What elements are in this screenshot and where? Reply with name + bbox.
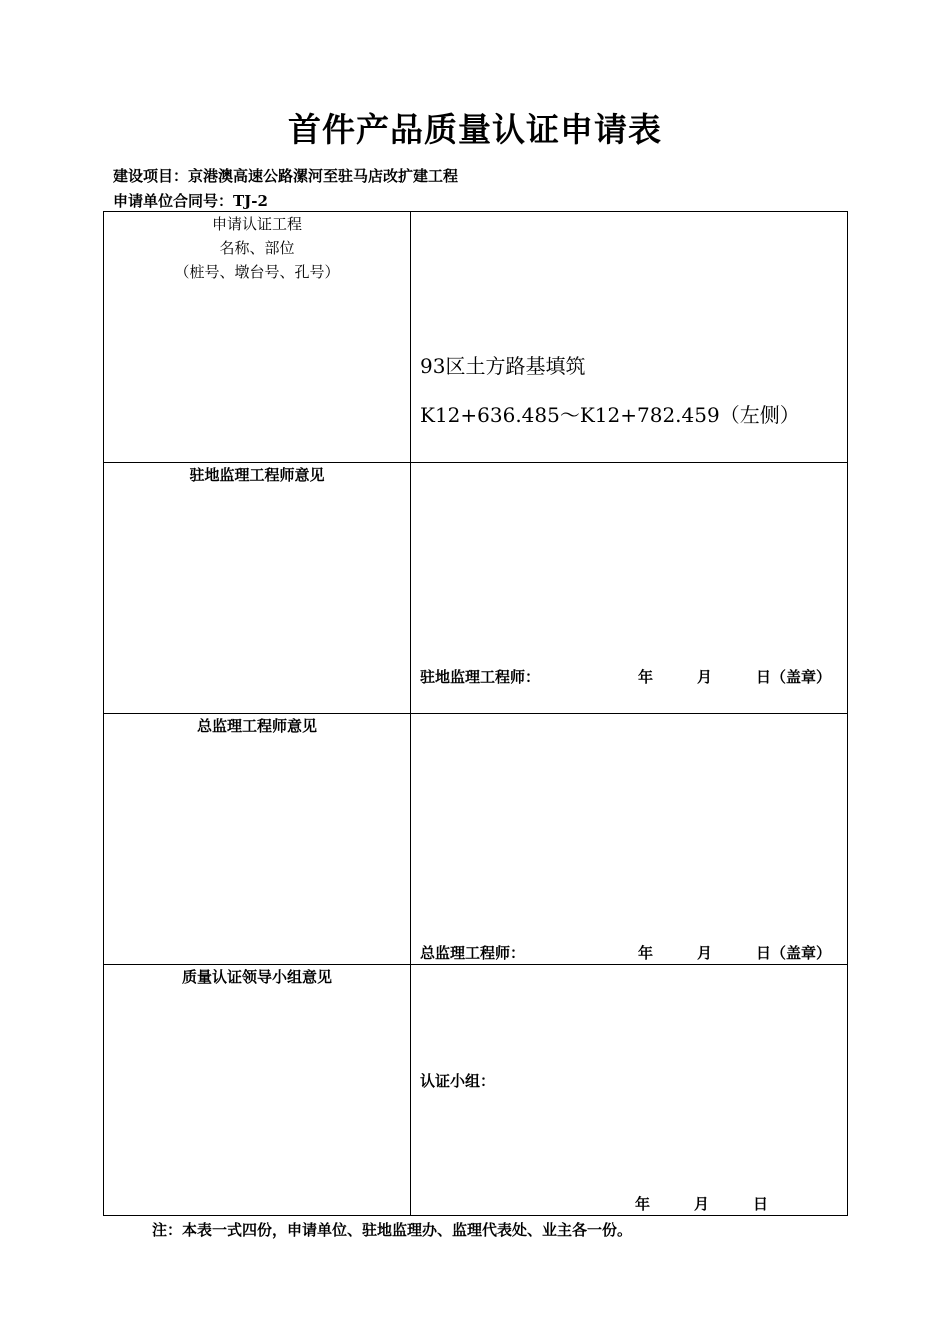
application-row: [104, 212, 848, 463]
resident-engineer-month: 月: [697, 668, 713, 686]
leadership-group-day: 日: [753, 1195, 769, 1213]
project-info: 建设项目：京港澳高速公路漯河至驻马店改扩建工程: [113, 167, 459, 185]
contract-number: 申请单位合同号：TJ-2: [113, 192, 268, 210]
application-content-cell[interactable]: [411, 212, 848, 463]
resident-engineer-label: 驻地监理工程师意见: [189, 466, 325, 484]
resident-engineer-opinion-cell[interactable]: [411, 463, 848, 714]
project-range: K12+636.485～K12+782.459（左侧）: [420, 403, 800, 427]
chief-engineer-year: 年: [638, 944, 654, 962]
chief-engineer-label-cell: [104, 714, 411, 965]
chief-engineer-opinion-cell[interactable]: [411, 714, 848, 965]
certification-group-label: 认证小组：: [420, 1072, 496, 1090]
resident-engineer-signer: 驻地监理工程师：: [420, 668, 541, 686]
resident-engineer-year: 年: [638, 668, 654, 686]
leadership-group-month: 月: [694, 1195, 710, 1213]
chief-engineer-signer: 总监理工程师：: [420, 944, 526, 962]
resident-engineer-label-cell: [104, 463, 411, 714]
resident-engineer-day-seal: 日（盖章）: [756, 668, 832, 686]
application-form-table: [103, 211, 848, 1216]
chief-engineer-month: 月: [697, 944, 713, 962]
chief-engineer-row: [104, 714, 848, 965]
chief-engineer-day-seal: 日（盖章）: [756, 944, 832, 962]
application-label: [104, 212, 410, 284]
chief-engineer-label: 总监理工程师意见: [196, 717, 317, 735]
application-label-cell: [104, 212, 411, 463]
leadership-group-label: 质量认证领导小组意见: [181, 968, 332, 986]
leadership-group-year: 年: [635, 1195, 651, 1213]
leadership-group-row: [104, 965, 848, 1216]
leadership-group-opinion-cell[interactable]: [411, 965, 848, 1216]
project-name: 93区土方路基填筑: [420, 354, 586, 378]
footnote: 注：本表一式四份，申请单位、驻地监理办、监理代表处、业主各一份。: [152, 1221, 633, 1239]
application-label-line2: 名称、部位: [219, 239, 295, 257]
page-title: 首件产品质量认证申请表: [288, 110, 662, 149]
application-label-line3: （桩号、墩台号、孔号）: [174, 263, 340, 281]
application-label-line1: 申请认证工程: [211, 215, 302, 233]
resident-engineer-row: [104, 463, 848, 714]
leadership-group-label-cell: [104, 965, 411, 1216]
